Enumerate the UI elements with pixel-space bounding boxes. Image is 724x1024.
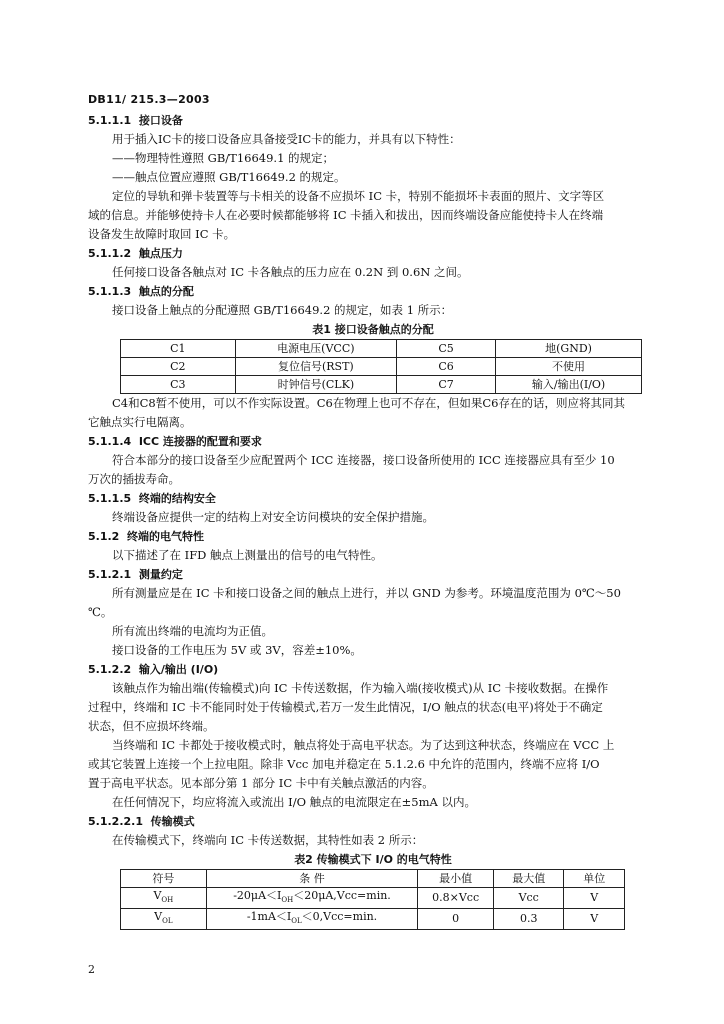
- document-body: [88, 111, 658, 930]
- symbol-cell: $V_{OL}$: [121, 909, 207, 930]
- table-cell: C5: [397, 340, 496, 358]
- table-row: [121, 340, 642, 358]
- section-heading: 5.1.2.1 测量约定: [88, 568, 183, 581]
- section-heading: 5.1.2.2.1 传输模式: [88, 815, 195, 828]
- table-cell: 复位信号(RST): [235, 358, 397, 376]
- paragraph: 过程中，终端和 IC 卡不能同时处于传输模式,若万一发生此情况，I/O 触点的状态(电平)将处于不确定: [88, 700, 603, 714]
- paragraph: 设备发生故障时取回 IC 卡。: [88, 227, 236, 241]
- condition-cell: $-1mA<I_{OL}<0,Vcc=\min$.: [206, 909, 418, 930]
- paragraph: ℃。: [88, 605, 113, 619]
- paragraph: 在传输模式下，终端向 IC 卡传送数据，其特性如表 2 所示：: [112, 833, 424, 847]
- paragraph: 所有测量应是在 IC 卡和接口设备之间的触点上进行，并以 GND 为参考。环境温度范围为 0℃～50: [112, 586, 621, 600]
- table-cell: 输入/输出(I/O): [496, 376, 642, 394]
- table-cell: 时钟信号(CLK): [235, 376, 397, 394]
- table-header-row: [121, 870, 625, 888]
- paragraph: 接口设备的工作电压为 5V 或 3V，容差±10%。: [112, 643, 362, 657]
- column-header: 单位: [564, 870, 625, 888]
- paragraph: 终端设备应提供一定的结构上对安全访问模块的安全保护措施。: [112, 510, 434, 524]
- table-row: [121, 909, 625, 930]
- column-header: 最大值: [493, 870, 564, 888]
- max-cell: Vcc: [493, 888, 564, 909]
- paragraph: 域的信息。并能够使持卡人在必要时候都能够将 IC 卡插入和拔出，因而终端设备应能使持卡人在终端: [88, 208, 604, 222]
- document-header: DB11/ 215.3—2003: [88, 93, 210, 106]
- min-cell: 0.8×Vcc: [418, 888, 494, 909]
- condition-cell: $-20\mu A<I_{OH}<20\mu A,Vcc=\min$.: [206, 888, 418, 909]
- section-heading: 5.1.2 终端的电气特性: [88, 530, 204, 543]
- table-row: [121, 888, 625, 909]
- paragraph: 用于插入IC卡的接口设备应具备接受IC卡的能力，并具有以下特性：: [112, 132, 461, 146]
- paragraph: 所有流出终端的电流均为正值。: [112, 624, 273, 638]
- paragraph: 接口设备上触点的分配遵照 GB/T16649.2 的规定，如表 1 所示：: [112, 303, 453, 317]
- paragraph: 当终端和 IC 卡都处于接收模式时，触点将处于高电平状态。为了达到这种状态，终端应在 VCC 上: [112, 738, 615, 752]
- table-cell: 电源电压(VCC): [235, 340, 397, 358]
- paragraph: 符合本部分的接口设备至少应配置两个 ICC 连接器，接口设备所使用的 ICC 连接器应具有至少 10: [112, 453, 615, 467]
- min-cell: 0: [418, 909, 494, 930]
- list-item: ——物理特性遵照 GB/T16649.1 的规定；: [112, 151, 335, 165]
- paragraph: 它触点实行电隔离。: [88, 415, 192, 429]
- section-heading: 5.1.1.2 触点压力: [88, 247, 183, 260]
- paragraph: 该触点作为输出端(传输模式)向 IC 卡传送数据，作为输入端(接收模式)从 IC 卡接收数据。在操作: [112, 681, 609, 695]
- unit-cell: V: [564, 888, 625, 909]
- paragraph: 任何接口设备各触点对 IC 卡各触点的压力应在 0.2N 到 0.6N 之间。: [112, 265, 469, 279]
- symbol-cell: $V_{OH}$: [121, 888, 207, 909]
- paragraph: 定位的导轨和弹卡装置等与卡相关的设备不应损坏 IC 卡，特别不能损坏卡表面的照片、文字等区: [112, 189, 605, 203]
- paragraph: 状态，但不应损坏终端。: [88, 719, 215, 733]
- paragraph: 或其它装置上连接一个上拉电阻。除非 Vcc 加电并稳定在 5.1.2.6 中允许的范围内，终端不应将 I/O: [88, 757, 600, 771]
- section-heading: 5.1.2.2 输入/输出 (I/O): [88, 663, 219, 676]
- contact-assignment-table: [120, 339, 642, 394]
- table-cell: 地(GND): [496, 340, 642, 358]
- table-cell: 不使用: [496, 358, 642, 376]
- table-cell: C1: [121, 340, 236, 358]
- page-number: 2: [88, 963, 95, 976]
- section-heading: 5.1.1.1 接口设备: [88, 114, 183, 127]
- table-cell: C6: [397, 358, 496, 376]
- list-item: ——触点位置应遵照 GB/T16649.2 的规定。: [112, 170, 346, 184]
- paragraph: C4和C8暂不使用，可以不作实际设置。C6在物理上也可不存在，但如果C6存在的话，则应将其同其: [112, 396, 625, 410]
- column-header: 符号: [121, 870, 207, 888]
- column-header: 条 件: [206, 870, 418, 888]
- table-caption: 表2 传输模式下 I/O 的电气特性: [294, 853, 452, 866]
- section-heading: 5.1.1.3 触点的分配: [88, 285, 194, 298]
- table-row: [121, 376, 642, 394]
- paragraph: 以下描述了在 IFD 触点上测量出的信号的电气特性。: [112, 548, 383, 562]
- io-electrical-table: [120, 869, 625, 930]
- unit-cell: V: [564, 909, 625, 930]
- table-row: [121, 358, 642, 376]
- paragraph: 万次的插拔寿命。: [88, 472, 180, 486]
- table-caption: 表1 接口设备触点的分配: [312, 323, 434, 336]
- paragraph: 置于高电平状态。见本部分第 1 部分 IC 卡中有关触点激活的内容。: [88, 776, 434, 790]
- column-header: 最小值: [418, 870, 494, 888]
- table-cell: C7: [397, 376, 496, 394]
- max-cell: 0.3: [493, 909, 564, 930]
- table-cell: C2: [121, 358, 236, 376]
- paragraph: 在任何情况下，均应将流入或流出 I/O 触点的电流限定在±5mA 以内。: [112, 795, 476, 809]
- section-heading: 5.1.1.4 ICC 连接器的配置和要求: [88, 435, 262, 448]
- table-cell: C3: [121, 376, 236, 394]
- section-heading: 5.1.1.5 终端的结构安全: [88, 492, 216, 505]
